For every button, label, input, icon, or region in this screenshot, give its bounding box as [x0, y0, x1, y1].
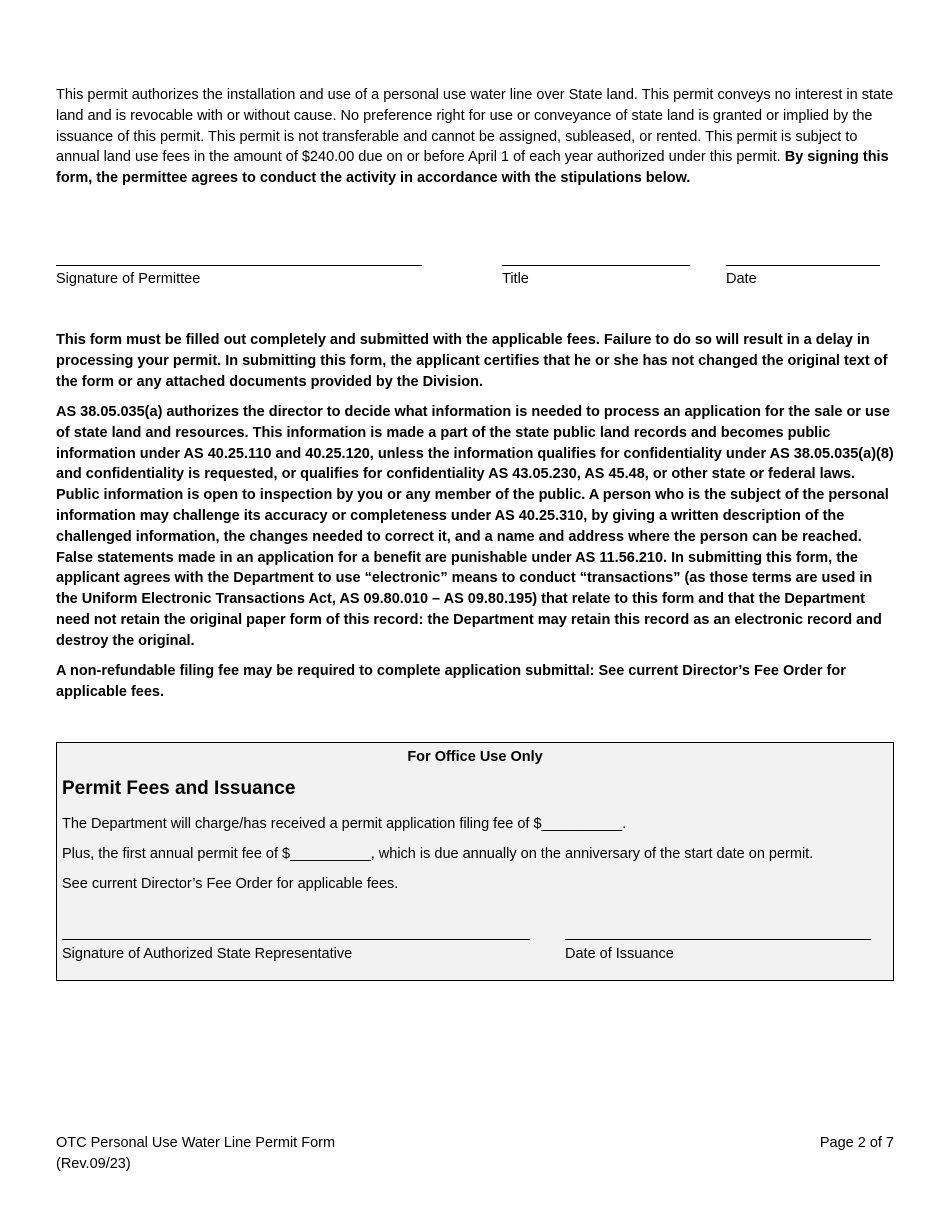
permittee-signature-line[interactable] — [56, 265, 422, 266]
footer-page-number: Page 2 of 7 — [819, 1135, 894, 1151]
state-rep-signature-label: Signature of Authorized State Representative — [62, 946, 353, 962]
issuance-date-label: Date of Issuance — [565, 946, 674, 962]
intro-text: This permit authorizes the installation and use of a personal use water line over State land. This permit conveys no interest in state land and is revocable with or without cause. No preference right for use or conveyance of state land is granted or implied by the issuance of this permit. This permit is not transferable and cannot be assigned, subleased, or rented. This permit is subject to annual land use fees in the amount of $240.00 due on or before April 1 of each year authorized under this permit. — [56, 87, 894, 166]
footer-form-name: OTC Personal Use Water Line Permit Form — [56, 1135, 336, 1151]
footer-revision: (Rev.09/23) — [56, 1156, 131, 1172]
permit-fees-heading: Permit Fees and Issuance — [62, 778, 296, 799]
title-line[interactable] — [502, 265, 690, 266]
office-use-banner: For Office Use Only — [407, 749, 543, 765]
fee-order-line: See current Director’s Fee Order for applicable fees. — [62, 876, 399, 892]
signature-of-permittee-label: Signature of Permittee — [56, 271, 201, 287]
confidentiality-notice: AS 38.05.035(a) authorizes the director to decide what information is needed to process an application for the sale or use of state land and resources. This information is made a part of the state public land records and becomes public information under AS 40.25.110 and 40.25.120, unless the information qualifies for confidentiality under AS 38.05.035(a)(8) and confidentiality is requested, or qualifies for confidentiality AS 43.05.230, AS 45.48, or other state or federal laws. Public information is open to inspection by you or any member of the public. A person who is the subject of the personal information may challenge its accuracy or completeness under AS 40.25.310, by giving a written description of the challenged information, the changes needed to correct it, and a name and address where the person can be reached. False statements made in an application for a benefit are punishable under AS 11.56.210. In submitting this form, the applicant agrees with the Department to use “electronic” means to conduct “transactions” (as those terms are used in the Uniform Electronic Transactions Act, AS 09.80.010 – AS 09.80.195) that relate to this form and that the Department need not retain the original paper form of this record: the Department may retain this record as an electronic record and destroy the original. — [56, 404, 894, 649]
filing-fee-line: The Department will charge/has received a permit application filing fee of $__________. — [62, 816, 627, 832]
completion-notice: This form must be filled out completely and submitted with the applicable fees. Failure to do so will result in a delay in processing your permit. In submitting this form, the applicant certifies that he or she has not changed the original text of the form or any attached documents provided by the Division. — [56, 332, 888, 390]
date-line[interactable] — [726, 265, 880, 266]
issuance-date-line[interactable] — [565, 939, 871, 940]
filing-fee-notice: A non-refundable filing fee may be required to complete application submittal: See current Director’s Fee Order for applicable fees. — [56, 663, 846, 700]
annual-fee-line: Plus, the first annual permit fee of $__________, which is due annually on the anniversary of the start date on permit. — [62, 846, 814, 862]
title-label: Title — [502, 271, 529, 287]
state-rep-signature-line[interactable] — [62, 939, 530, 940]
date-label: Date — [726, 271, 757, 287]
intro-paragraph — [56, 85, 896, 189]
office-use-box — [56, 742, 894, 981]
intro-bold-text: By signing this form, the permittee agrees to conduct the activity in accordance with the stipulations below. — [56, 149, 889, 187]
